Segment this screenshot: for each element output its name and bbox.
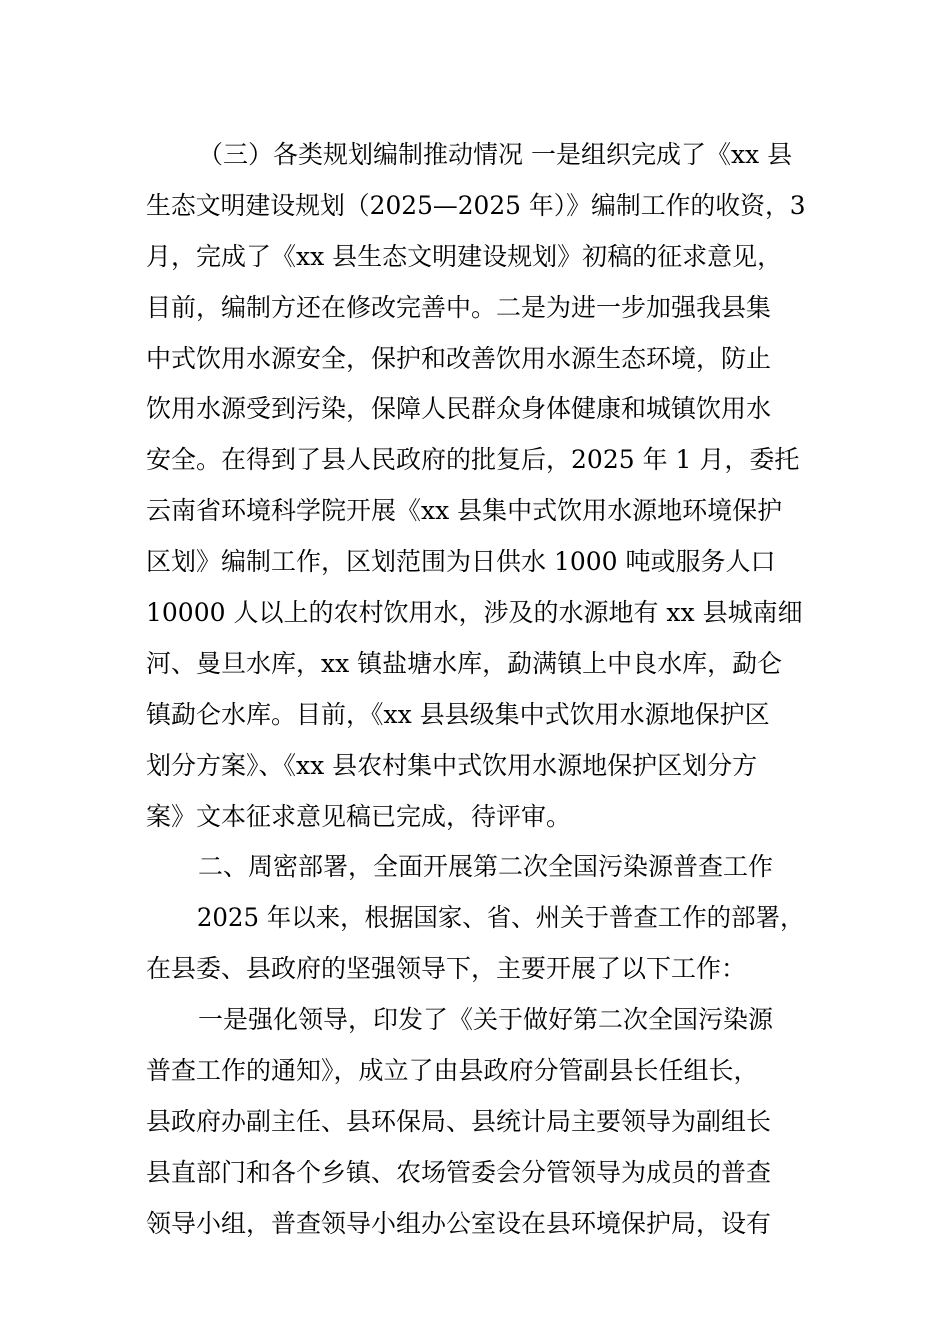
text-line: 二、周密部署，全面开展第二次全国污染源普查工作: [198, 852, 774, 882]
text-line: 县政府办副主任、县环保局、县统计局主要领导为副组长: [146, 1106, 772, 1136]
text-line: 区划》编制工作，区划范围为日供水 1000 吨或服务人口: [146, 547, 776, 577]
text-line: 中式饮用水源安全，保护和改善饮用水源生态环境，防止: [146, 343, 772, 373]
text-line: 2025 年以来，根据国家、省、州关于普查工作的部署，: [196, 903, 805, 933]
text-line: 云南省环境科学院开展《xx 县集中式饮用水源地环境保护: [146, 496, 783, 526]
text-line: 目前，编制方还在修改完善中。二是为进一步加强我县集: [146, 292, 772, 322]
text-line: 划分方案》、《xx 县农村集中式饮用水源地保护区划分方: [146, 750, 758, 780]
text-line: 在县委、县政府的坚强领导下，主要开展了以下工作：: [146, 954, 747, 984]
text-line: 10000 人以上的农村饮用水，涉及的水源地有 xx 县城南细: [146, 598, 803, 628]
text-line: 镇勐仑水库。目前，《xx 县县级集中式饮用水源地保护区: [146, 699, 770, 729]
text-line: 生态文明建设规划（2025—2025 年）》编制工作的收资，3: [146, 190, 806, 220]
text-line: 领导小组，普查领导小组办公室设在县环境保护局，设有: [146, 1208, 772, 1238]
text-line: 安全。在得到了县人民政府的批复后，2025 年 1 月，委托: [146, 445, 800, 475]
text-line: （三）各类规划编制推动情况 一是组织完成了《xx 县: [198, 140, 793, 169]
text-line: 一是强化领导，印发了《关于做好第二次全国污染源: [198, 1005, 774, 1035]
text-line: 案》文本征求意见稿已完成，待评审。: [146, 801, 572, 831]
text-line: 河、曼旦水库，xx 镇盐塘水库，勐满镇上中良水库，勐仑: [146, 648, 783, 678]
text-line: 普查工作的通知》，成立了由县政府分管副县长任组长，: [146, 1056, 759, 1086]
text-line: 县直部门和各个乡镇、农场管委会分管领导为成员的普查: [146, 1157, 772, 1187]
document-body: [146, 130, 806, 1250]
text-line: 月，完成了《xx 县生态文明建设规划》初稿的征求意见，: [146, 241, 783, 271]
text-line: 饮用水源受到污染，保障人民群众身体健康和城镇饮用水: [146, 394, 772, 424]
